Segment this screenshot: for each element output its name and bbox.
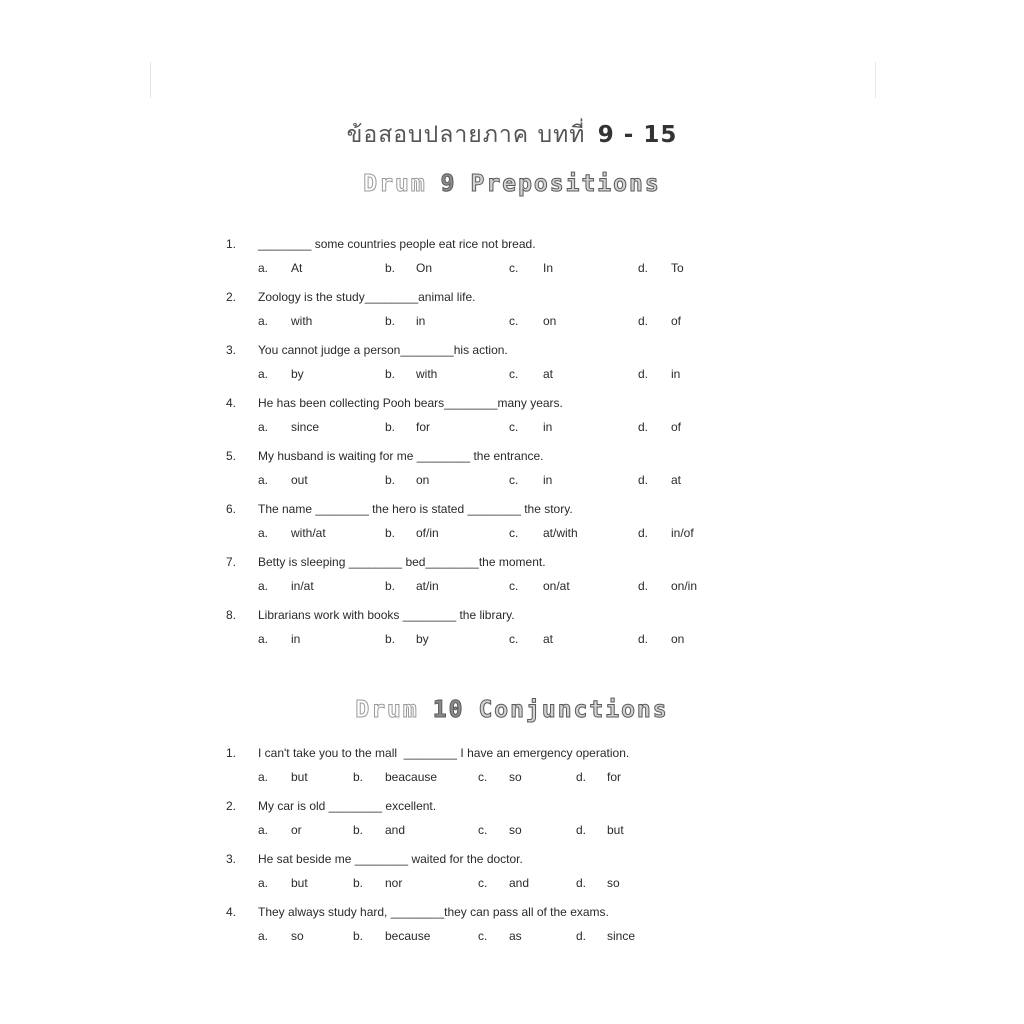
right-margin-mark: [875, 62, 876, 98]
option-b[interactable]: and: [385, 823, 406, 837]
option-c[interactable]: at/with: [543, 526, 578, 540]
question-row: [0, 341, 1024, 359]
option-d[interactable]: at: [671, 473, 682, 487]
answer-options: [0, 874, 1024, 892]
option-letter-b: b.: [385, 367, 396, 381]
question-number: 2.: [226, 290, 237, 304]
question-row: [0, 850, 1024, 868]
question-number: 3.: [226, 852, 237, 866]
option-letter-a: a.: [258, 579, 269, 593]
answer-options: [0, 471, 1024, 489]
option-letter-a: a.: [258, 367, 269, 381]
option-d[interactable]: in: [671, 367, 681, 381]
option-d[interactable]: since: [607, 929, 636, 943]
option-b[interactable]: on: [416, 473, 430, 487]
option-letter-c: c.: [509, 579, 519, 593]
option-d[interactable]: on: [671, 632, 685, 646]
question-row: [0, 606, 1024, 624]
option-d[interactable]: of: [671, 314, 682, 328]
option-a[interactable]: or: [291, 823, 302, 837]
option-letter-d: d.: [638, 526, 649, 540]
option-letter-d: d.: [638, 579, 649, 593]
question-text: Betty is sleeping ________ bed________the moment.: [258, 555, 546, 569]
question-text: He sat beside me ________ waited for the doctor.: [258, 852, 523, 866]
question-row: [0, 288, 1024, 306]
option-letter-a: a.: [258, 420, 269, 434]
option-letter-b: b.: [385, 632, 396, 646]
option-letter-b: b.: [385, 261, 396, 275]
answer-options: [0, 821, 1024, 839]
option-c[interactable]: at: [543, 367, 554, 381]
option-c[interactable]: in: [543, 420, 553, 434]
answer-options: [0, 630, 1024, 648]
option-a[interactable]: in/at: [291, 579, 314, 593]
question-row: [0, 903, 1024, 921]
question-number: 6.: [226, 502, 237, 516]
option-a[interactable]: since: [291, 420, 320, 434]
option-d[interactable]: on/in: [671, 579, 698, 593]
option-letter-b: b.: [353, 823, 364, 837]
page-title: [0, 117, 1024, 153]
option-letter-b: b.: [385, 420, 396, 434]
answer-options: [0, 418, 1024, 436]
option-b[interactable]: because: [385, 929, 431, 943]
question-text: Zoology is the study________animal life.: [258, 290, 476, 304]
question-row: [0, 394, 1024, 412]
option-letter-c: c.: [478, 929, 488, 943]
option-a[interactable]: but: [291, 876, 308, 890]
option-letter-a: a.: [258, 261, 269, 275]
answer-options: [0, 259, 1024, 277]
option-b[interactable]: On: [416, 261, 433, 275]
option-letter-d: d.: [576, 876, 587, 890]
question-row: [0, 500, 1024, 518]
section-number: 10: [432, 697, 465, 723]
answer-options: [0, 524, 1024, 542]
option-letter-a: a.: [258, 823, 269, 837]
option-letter-a: a.: [258, 314, 269, 328]
option-c[interactable]: in: [543, 473, 553, 487]
question-number: 1.: [226, 237, 237, 251]
option-letter-c: c.: [478, 876, 488, 890]
option-b[interactable]: nor: [385, 876, 403, 890]
option-a[interactable]: in: [291, 632, 301, 646]
option-letter-d: d.: [576, 929, 587, 943]
question-text: He has been collecting Pooh bears________many years.: [258, 396, 563, 410]
option-letter-c: c.: [478, 770, 488, 784]
question-text: My car is old ________ excellent.: [258, 799, 437, 813]
option-letter-a: a.: [258, 876, 269, 890]
left-margin-mark: [150, 62, 151, 98]
question-text: The name ________ the hero is stated ________ the story.: [258, 502, 573, 516]
section-title-prepositions: [0, 171, 1024, 197]
question-number: 5.: [226, 449, 237, 463]
option-d[interactable]: in/of: [671, 526, 694, 540]
question-text: You cannot judge a person________his action.: [258, 343, 508, 357]
option-letter-d: d.: [638, 632, 649, 646]
option-c[interactable]: In: [543, 261, 554, 275]
option-a[interactable]: so: [291, 929, 304, 943]
option-d[interactable]: of: [671, 420, 682, 434]
page-title-range: 9 - 15: [597, 122, 678, 148]
option-c[interactable]: so: [509, 823, 522, 837]
option-d[interactable]: but: [607, 823, 624, 837]
page-title-text: ข้อสอบปลายภาค บทที่: [346, 122, 586, 148]
option-a[interactable]: with: [291, 314, 313, 328]
option-letter-c: c.: [509, 526, 519, 540]
option-letter-a: a.: [258, 526, 269, 540]
section-number: 9: [440, 171, 457, 197]
question-row: [0, 553, 1024, 571]
option-c[interactable]: as: [509, 929, 522, 943]
option-letter-c: c.: [478, 823, 488, 837]
section-topic: Prepositions: [470, 171, 661, 197]
option-letter-a: a.: [258, 632, 269, 646]
option-a[interactable]: At: [291, 261, 303, 275]
question-row: [0, 235, 1024, 253]
option-letter-d: d.: [638, 314, 649, 328]
option-d[interactable]: for: [607, 770, 622, 784]
option-letter-a: a.: [258, 473, 269, 487]
option-letter-b: b.: [353, 929, 364, 943]
option-letter-d: d.: [638, 473, 649, 487]
option-c[interactable]: so: [509, 770, 522, 784]
question-row: [0, 744, 1024, 762]
answer-options: [0, 577, 1024, 595]
option-a[interactable]: by: [291, 367, 304, 381]
answer-options: [0, 365, 1024, 383]
option-b[interactable]: beacause: [385, 770, 438, 784]
option-letter-b: b.: [353, 876, 364, 890]
option-letter-a: a.: [258, 929, 269, 943]
option-letter-d: d.: [638, 261, 649, 275]
option-a[interactable]: out: [291, 473, 308, 487]
question-text: Librarians work with books ________ the library.: [258, 608, 515, 622]
option-d[interactable]: To: [671, 261, 684, 275]
question-text: My husband is waiting for me ________ the entrance.: [258, 449, 544, 463]
option-b[interactable]: of/in: [416, 526, 439, 540]
option-d[interactable]: so: [607, 876, 620, 890]
section-word: Drum: [363, 171, 427, 197]
question-text: I can't take you to the mall ________ I have an emergency operation.: [258, 746, 630, 760]
option-letter-c: c.: [509, 261, 519, 275]
option-a[interactable]: with/at: [291, 526, 326, 540]
question-row: [0, 797, 1024, 815]
question-number: 4.: [226, 396, 237, 410]
option-c[interactable]: and: [509, 876, 530, 890]
question-text: They always study hard, ________they can pass all of the exams.: [258, 905, 609, 919]
option-letter-b: b.: [385, 579, 396, 593]
option-letter-d: d.: [638, 367, 649, 381]
option-letter-c: c.: [509, 367, 519, 381]
option-letter-a: a.: [258, 770, 269, 784]
section-word: Drum: [355, 697, 419, 723]
question-row: [0, 447, 1024, 465]
question-number: 7.: [226, 555, 237, 569]
option-c[interactable]: on/at: [543, 579, 570, 593]
question-number: 3.: [226, 343, 237, 357]
question-number: 2.: [226, 799, 237, 813]
answer-options: [0, 768, 1024, 786]
question-number: 8.: [226, 608, 237, 622]
option-letter-d: d.: [576, 770, 587, 784]
question-number: 4.: [226, 905, 237, 919]
option-b[interactable]: at/in: [416, 579, 439, 593]
section-title-conjunctions: [0, 697, 1024, 723]
option-a[interactable]: but: [291, 770, 308, 784]
option-letter-d: d.: [638, 420, 649, 434]
option-letter-b: b.: [353, 770, 364, 784]
option-letter-b: b.: [385, 473, 396, 487]
option-letter-b: b.: [385, 314, 396, 328]
option-letter-c: c.: [509, 420, 519, 434]
answer-options: [0, 312, 1024, 330]
option-b[interactable]: in: [416, 314, 426, 328]
section-topic: Conjunctions: [478, 697, 669, 723]
option-b[interactable]: by: [416, 632, 429, 646]
option-letter-c: c.: [509, 632, 519, 646]
option-b[interactable]: for: [416, 420, 431, 434]
question-number: 1.: [226, 746, 237, 760]
answer-options: [0, 927, 1024, 945]
option-c[interactable]: at: [543, 632, 554, 646]
option-c[interactable]: on: [543, 314, 557, 328]
option-letter-c: c.: [509, 314, 519, 328]
option-b[interactable]: with: [416, 367, 438, 381]
question-text: ________ some countries people eat rice not bread.: [258, 237, 536, 251]
option-letter-b: b.: [385, 526, 396, 540]
option-letter-d: d.: [576, 823, 587, 837]
option-letter-c: c.: [509, 473, 519, 487]
